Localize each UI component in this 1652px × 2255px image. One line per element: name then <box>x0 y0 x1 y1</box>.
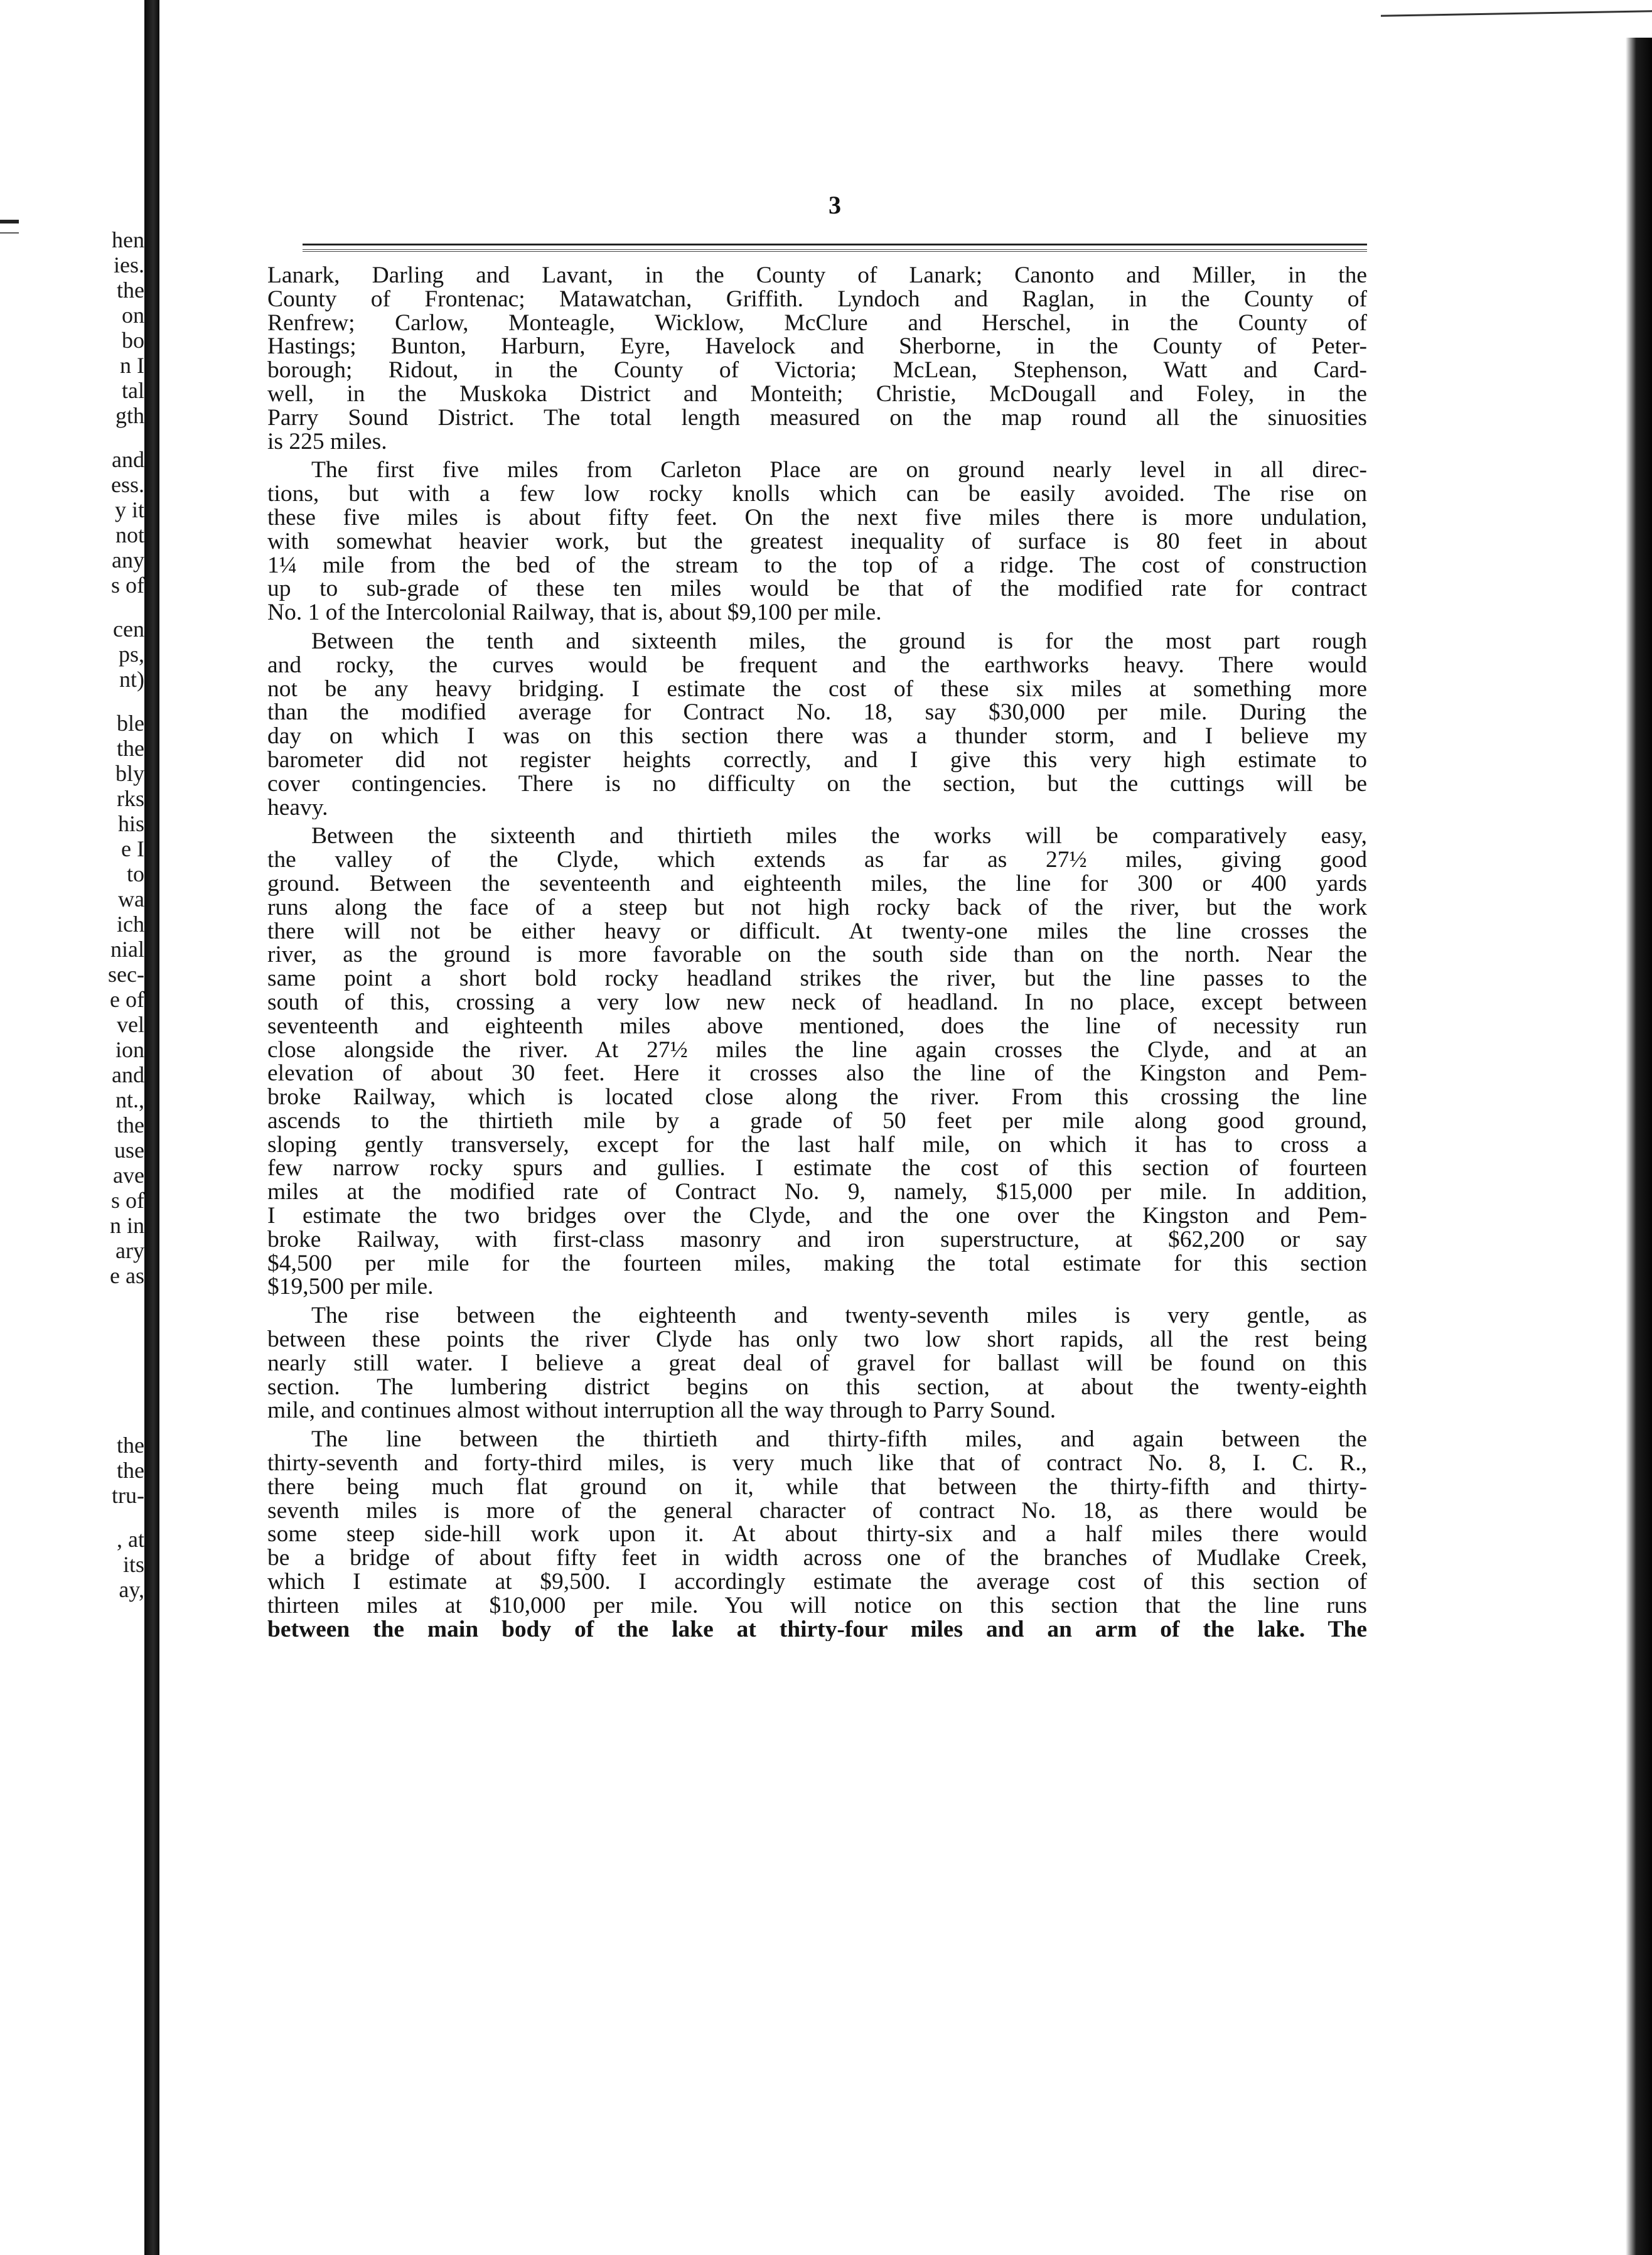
facing-page-line-fragment: his <box>117 811 144 836</box>
facing-page-line-fragment: bo <box>122 328 144 353</box>
text-line: The line between the thirtieth and thirty-fifth miles, and again between the <box>311 1428 1367 1452</box>
text-line: well, in the Muskoka District and Monteith; Christie, McDougall and Foley, in the <box>267 382 1367 406</box>
text-line: thirteen miles at $10,000 per mile. You will notice on this section that the line runs <box>267 1593 1367 1618</box>
text-line: 1¼ mile from the bed of the stream to the top of a ridge. The cost of construction <box>267 553 1367 578</box>
page-number: 3 <box>829 191 841 219</box>
facing-page-line-fragment: ble <box>117 711 144 736</box>
text-line: not be any heavy bridging. I estimate the cost of these six miles at something more <box>267 677 1367 701</box>
body-paragraph <box>267 630 1367 819</box>
facing-page-line-fragment: the <box>117 1112 144 1138</box>
text-line: Between the sixteenth and thirtieth miles the works will be comparatively easy, <box>311 824 1367 849</box>
text-line: miles at the modified rate of Contract No. 9, namely, $15,000 per mile. In addition, <box>267 1180 1367 1205</box>
facing-page-line-fragment: and <box>112 1062 144 1087</box>
text-line: and rocky, the curves would be frequent and the earthworks heavy. There would <box>267 653 1367 677</box>
facing-page-line-fragment: y it <box>114 497 144 522</box>
facing-page-line-fragment: ies. <box>114 252 144 277</box>
text-line: with somewhat heavier work, but the greatest inequality of surface is 80 feet in about <box>267 529 1367 554</box>
text-line: tions, but with a few low rocky knolls which can be easily avoided. The rise on <box>267 482 1367 506</box>
text-line: broke Railway, which is located close along the river. From this crossing the line <box>267 1085 1367 1109</box>
text-line: south of this, crossing a very low new neck of headland. In no place, except between <box>267 990 1367 1014</box>
text-line: The rise between the eighteenth and twenty-seventh miles is very gentle, as <box>311 1304 1367 1328</box>
text-line: between the main body of the lake at thirty-four miles and an arm of the lake. The <box>267 1617 1367 1642</box>
body-paragraph <box>267 824 1367 1299</box>
facing-page-line-fragment: bly <box>115 761 144 786</box>
facing-page-line-fragment: e of <box>110 987 144 1012</box>
text-line: there will not be either heavy or difficult. At twenty-one miles the line crosses the <box>267 919 1367 944</box>
facing-page-line-fragment: tal <box>122 378 144 403</box>
text-line: mile, and continues almost without interruption all the way through to Parry Sound. <box>267 1399 1056 1423</box>
text-line: Parry Sound District. The total length measured on the map round all the sinuosities <box>267 406 1367 430</box>
facing-page-line-fragment: n I <box>120 353 144 378</box>
text-line: sloping gently transversely, except for the last half mile, on which it has to cross a <box>267 1133 1367 1157</box>
facing-page-line-fragment: not <box>115 522 144 547</box>
facing-page-line-fragment: the <box>117 736 144 761</box>
text-line: some steep side-hill work upon it. At about thirty-six and a half miles there would <box>267 1522 1367 1547</box>
text-line: Hastings; Bunton, Harburn, Eyre, Havelock and Sherborne, in the County of Peter- <box>267 335 1367 359</box>
facing-page-line-fragment: to <box>126 861 144 886</box>
text-line: section. The lumbering district begins on this section, at about the twenty-eighth <box>267 1375 1367 1399</box>
text-line: same point a short bold rocky headland strikes the river, but the line passes to the <box>267 967 1367 991</box>
text-line: ascends to the thirtieth mile by a grade of 50 feet per mile along good ground, <box>267 1109 1367 1133</box>
text-line: Lanark, Darling and Lavant, in the County of Lanark; Canonto and Miller, in the <box>267 264 1367 288</box>
facing-page-line-fragment: any <box>112 547 144 573</box>
facing-page-line-fragment: s of <box>111 1188 144 1213</box>
text-line: close alongside the river. At 27½ miles the line again crosses the Clyde, and at an <box>267 1038 1367 1062</box>
text-line: I estimate the two bridges over the Clyde, and the one over the Kingston and Pem- <box>267 1204 1367 1228</box>
text-line: runs along the face of a steep but not high rocky back of the river, but the work <box>267 895 1367 920</box>
facing-page-line-fragment: use <box>114 1138 144 1163</box>
facing-page-line-fragment: its <box>122 1552 144 1577</box>
facing-page-line-fragment: , at <box>117 1527 144 1552</box>
facing-page-line-fragment: ps, <box>118 642 144 667</box>
text-line: cover contingencies. There is no difficulty on the section, but the cuttings will be <box>267 772 1367 796</box>
facing-page-line-fragment: nt) <box>119 667 144 692</box>
facing-page-line-fragment: wa <box>118 886 144 912</box>
text-line: seventh miles is more of the general character of contract No. 18, as there would be <box>267 1499 1367 1523</box>
facing-page-line-fragment: ion <box>115 1037 144 1062</box>
text-line: up to sub-grade of these ten miles would be that of the modified rate for contract <box>267 577 1367 601</box>
header-rule <box>303 244 1367 252</box>
text-line: be a bridge of about fifty feet in width across one of the branches of Mudlake Creek, <box>267 1546 1367 1571</box>
facing-page-line-fragment: e I <box>121 836 144 861</box>
facing-page-line-fragment: ave <box>113 1163 144 1188</box>
text-line: between these points the river Clyde has only two low short rapids, all the rest being <box>267 1328 1367 1352</box>
facing-page-line-fragment: gth <box>115 403 144 428</box>
facing-page-line-fragment: ay, <box>119 1577 144 1602</box>
text-line: ground. Between the seventeenth and eighteenth miles, the line for 300 or 400 yards <box>267 871 1367 896</box>
facing-page-line-fragment: hen <box>112 227 144 252</box>
text-line: Between the tenth and sixteenth miles, the ground is for the most part rough <box>311 629 1367 654</box>
text-line: heavy. <box>267 795 328 820</box>
facing-page-line-fragment: nial <box>110 937 144 962</box>
text-line: broke Railway, with first-class masonry and iron superstructure, at $62,200 or say <box>267 1227 1367 1252</box>
facing-page-line-fragment: s of <box>111 573 144 598</box>
text-line: barometer did not register heights correctly, and I give this very high estimate to <box>267 748 1367 772</box>
text-line: nearly still water. I believe a great deal of gravel for ballast will be found on this <box>267 1351 1367 1375</box>
text-line: which I estimate at $9,500. I accordingly estimate the average cost of this section of <box>267 1570 1367 1594</box>
text-line: $4,500 per mile for the fourteen miles, making the total estimate for this section <box>267 1251 1367 1276</box>
text-line: No. 1 of the Intercolonial Railway, that is, about $9,100 per mile. <box>267 601 882 625</box>
facing-page-line-fragment: rks <box>117 786 144 811</box>
facing-page-line-fragment: and <box>112 447 144 472</box>
facing-page-line-fragment: the <box>117 277 144 303</box>
facing-page-line-fragment: ess. <box>111 472 144 497</box>
body-paragraph <box>267 458 1367 625</box>
page-top-edge <box>1381 0 1652 17</box>
facing-page-fragment <box>0 0 144 2255</box>
facing-page-line-fragment: the <box>117 1458 144 1483</box>
facing-page-line-fragment: n in <box>109 1213 144 1238</box>
body-paragraph <box>267 1428 1367 1641</box>
text-line: few narrow rocky spurs and gullies. I estimate the cost of this section of fourteen <box>267 1156 1367 1181</box>
facing-page-line-fragment: nt., <box>115 1087 144 1112</box>
book-gutter <box>144 0 159 2255</box>
text-line: river, as the ground is more favorable on the south side than on the north. Near the <box>267 943 1367 967</box>
text-line: day on which I was on this section there was a thunder storm, and I believe my <box>267 724 1367 748</box>
facing-page-line-fragment: e as <box>110 1263 144 1288</box>
text-line: The first five miles from Carleton Place are on ground nearly level in all direc- <box>311 458 1367 483</box>
facing-page-line-fragment: ich <box>117 912 144 937</box>
facing-page-line-fragment: ary <box>115 1238 144 1263</box>
page-edge-shadow <box>1626 38 1652 2255</box>
facing-page-line-fragment: on <box>122 303 144 328</box>
facing-page-line-fragment: vel <box>117 1012 144 1037</box>
text-line: seventeenth and eighteenth miles above mentioned, does the line of necessity run <box>267 1014 1367 1038</box>
facing-page-line-fragment: the <box>117 1433 144 1458</box>
facing-page-line-fragment: sec- <box>108 962 144 987</box>
text-line: thirty-seventh and forty-third miles, is very much like that of contract No. 8, I. C. R., <box>267 1451 1367 1475</box>
text-line: borough; Ridout, in the County of Victoria; McLean, Stephenson, Watt and Card- <box>267 358 1367 382</box>
text-line: is 225 miles. <box>267 429 387 454</box>
body-paragraph <box>267 264 1367 453</box>
text-line: there being much flat ground on it, while that between the thirty-fifth and thirty- <box>267 1475 1367 1499</box>
text-line: elevation of about 30 feet. Here it crosses also the line of the Kingston and Pem- <box>267 1062 1367 1086</box>
document-body <box>267 264 1367 1959</box>
text-line: than the modified average for Contract No. 18, say $30,000 per mile. During the <box>267 701 1367 725</box>
text-line: County of Frontenac; Matawatchan, Griffith. Lyndoch and Raglan, in the County of <box>267 287 1367 311</box>
facing-page-line-fragment: cen <box>113 616 144 642</box>
text-line: the valley of the Clyde, which extends as far as 27½ miles, giving good <box>267 848 1367 872</box>
body-paragraph <box>267 1304 1367 1423</box>
text-line: Renfrew; Carlow, Monteagle, Wicklow, McClure and Herschel, in the County of <box>267 311 1367 335</box>
text-line: these five miles is about fifty feet. On the next five miles there is more undulation, <box>267 505 1367 530</box>
facing-page-line-fragment: tru- <box>112 1483 144 1508</box>
text-line: $19,500 per mile. <box>267 1275 434 1300</box>
